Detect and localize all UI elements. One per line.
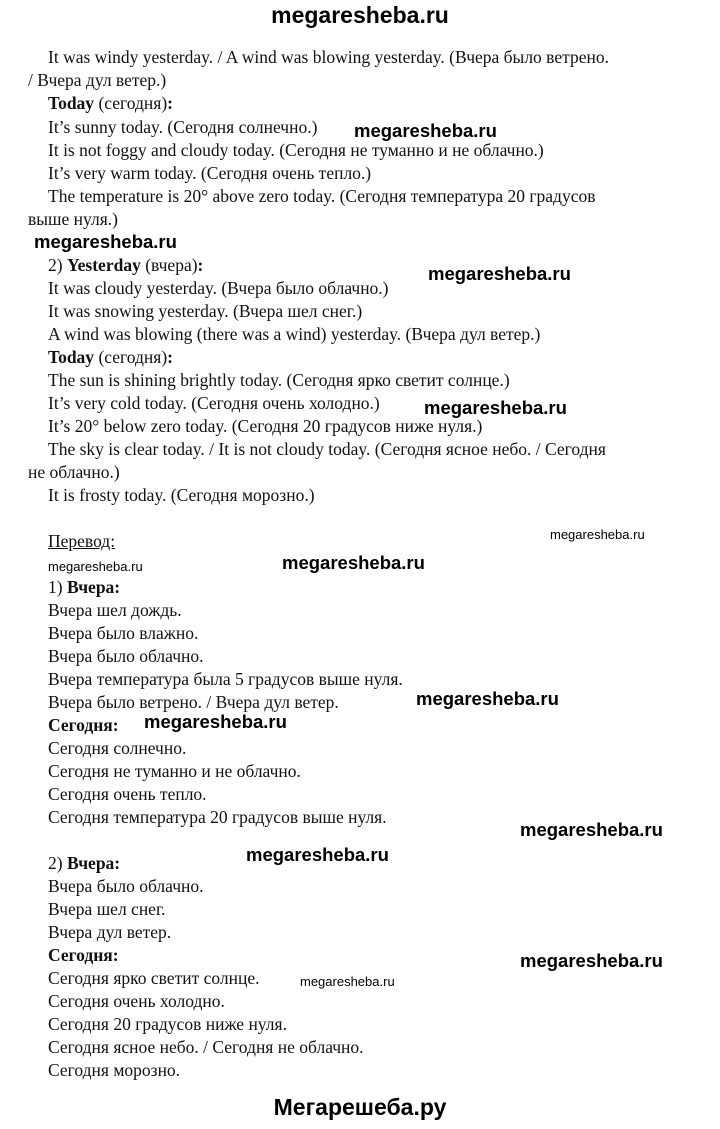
text-line: A wind was blowing (there was a wind) yesterday. (Вчера дул ветер.)	[48, 324, 541, 344]
text-line: It’s 20° below zero today. (Сегодня 20 градусов ниже нуля.)	[48, 416, 483, 436]
text-line: / Вчера дул ветер.)	[28, 70, 167, 90]
section-heading	[48, 346, 173, 368]
text-line: не облачно.)	[28, 462, 120, 482]
watermark: megaresheba.ru	[416, 688, 559, 709]
text-line: It’s very cold today. (Сегодня очень холодно.)	[48, 393, 380, 413]
watermark: megaresheba.ru	[144, 711, 287, 732]
heading-translation: (вчера)	[145, 255, 198, 275]
text-line: The sun is shining brightly today. (Сегодня ярко светит солнце.)	[48, 370, 510, 390]
text-line: Сегодня 20 градусов ниже нуля.	[48, 1014, 287, 1034]
heading-colon: :	[167, 93, 173, 113]
heading-bold: Today	[48, 347, 95, 367]
heading-bold: Yesterday	[66, 255, 141, 275]
text-line: It was snowing yesterday. (Вчера шел снег.)	[48, 301, 363, 321]
text-line: выше нуля.)	[28, 209, 118, 229]
text-line: Вчера шел снег.	[48, 899, 166, 919]
section-heading	[48, 576, 120, 598]
section-number: 2)	[48, 853, 63, 873]
watermark: megaresheba.ru	[246, 844, 389, 865]
section-heading	[48, 852, 120, 874]
heading-colon: :	[167, 347, 173, 367]
text-line: Сегодня ясное небо. / Сегодня не облачно.	[48, 1037, 364, 1057]
text-line: Сегодня очень холодно.	[48, 991, 225, 1011]
text-line: It was windy yesterday. / A wind was blowing yesterday. (Вчера было ветрено.	[48, 47, 609, 67]
heading-colon: :	[197, 255, 204, 275]
section-number: 1)	[48, 577, 63, 597]
text-line: Вчера температура была 5 градусов выше нуля.	[48, 669, 403, 689]
text-line: Вчера шел дождь.	[48, 600, 182, 620]
heading-translation: (сегодня)	[98, 347, 168, 367]
text-line: Сегодня температура 20 градусов выше нуля.	[48, 807, 387, 827]
watermark: megaresheba.ru	[282, 552, 425, 573]
text-line: It was cloudy yesterday. (Вчера было облачно.)	[48, 278, 389, 298]
watermark: megaresheba.ru	[354, 120, 497, 141]
section-heading	[48, 254, 203, 276]
watermark: megaresheba.ru	[520, 950, 663, 971]
text-line: It is frosty today. (Сегодня морозно.)	[48, 485, 315, 505]
text-line: Сегодня ярко светит солнце.	[48, 968, 260, 988]
section-number: 2)	[48, 255, 63, 275]
heading-bold: Вчера:	[66, 577, 121, 597]
watermark: megaresheba.ru	[424, 397, 567, 418]
section-heading: Сегодня:	[48, 945, 119, 965]
site-footer: Мегарешеба.ру	[273, 1094, 447, 1120]
watermark-small: megaresheba.ru	[300, 974, 395, 989]
heading-translation: (сегодня)	[98, 93, 168, 113]
text-line: Вчера дул ветер.	[48, 922, 172, 942]
text-line: Сегодня солнечно.	[48, 738, 187, 758]
site-header: megaresheba.ru	[271, 2, 449, 28]
text-line: The temperature is 20° above zero today. (Сегодня температура 20 градусов	[48, 186, 596, 206]
section-heading	[48, 92, 173, 114]
text-line: Сегодня не туманно и не облачно.	[48, 761, 301, 781]
text-line: The sky is clear today. / It is not cloudy today. (Сегодня ясное небо. / Сегодня	[48, 439, 606, 459]
text-line: It’s very warm today. (Сегодня очень тепло.)	[48, 163, 372, 183]
watermark-small: megaresheba.ru	[550, 527, 645, 542]
watermark: megaresheba.ru	[428, 263, 571, 284]
text-line: Сегодня морозно.	[48, 1060, 181, 1080]
watermark: megaresheba.ru	[520, 819, 663, 840]
text-line: It is not foggy and cloudy today. (Сегодня не туманно и не облачно.)	[48, 140, 544, 160]
text-line: It’s sunny today. (Сегодня солнечно.)	[48, 117, 318, 137]
watermark-small: megaresheba.ru	[48, 559, 143, 574]
text-line: Сегодня очень тепло.	[48, 784, 207, 804]
watermark: megaresheba.ru	[34, 231, 177, 252]
text-line: Вчера было влажно.	[48, 623, 199, 643]
text-line: Вчера было ветрено. / Вчера дул ветер.	[48, 692, 339, 712]
heading-bold: Вчера:	[66, 853, 121, 873]
translation-heading: Перевод:	[48, 531, 116, 551]
heading-bold: Today	[48, 93, 95, 113]
text-line: Вчера было облачно.	[48, 876, 204, 896]
section-heading: Сегодня:	[48, 715, 119, 735]
text-line: Вчера было облачно.	[48, 646, 204, 666]
